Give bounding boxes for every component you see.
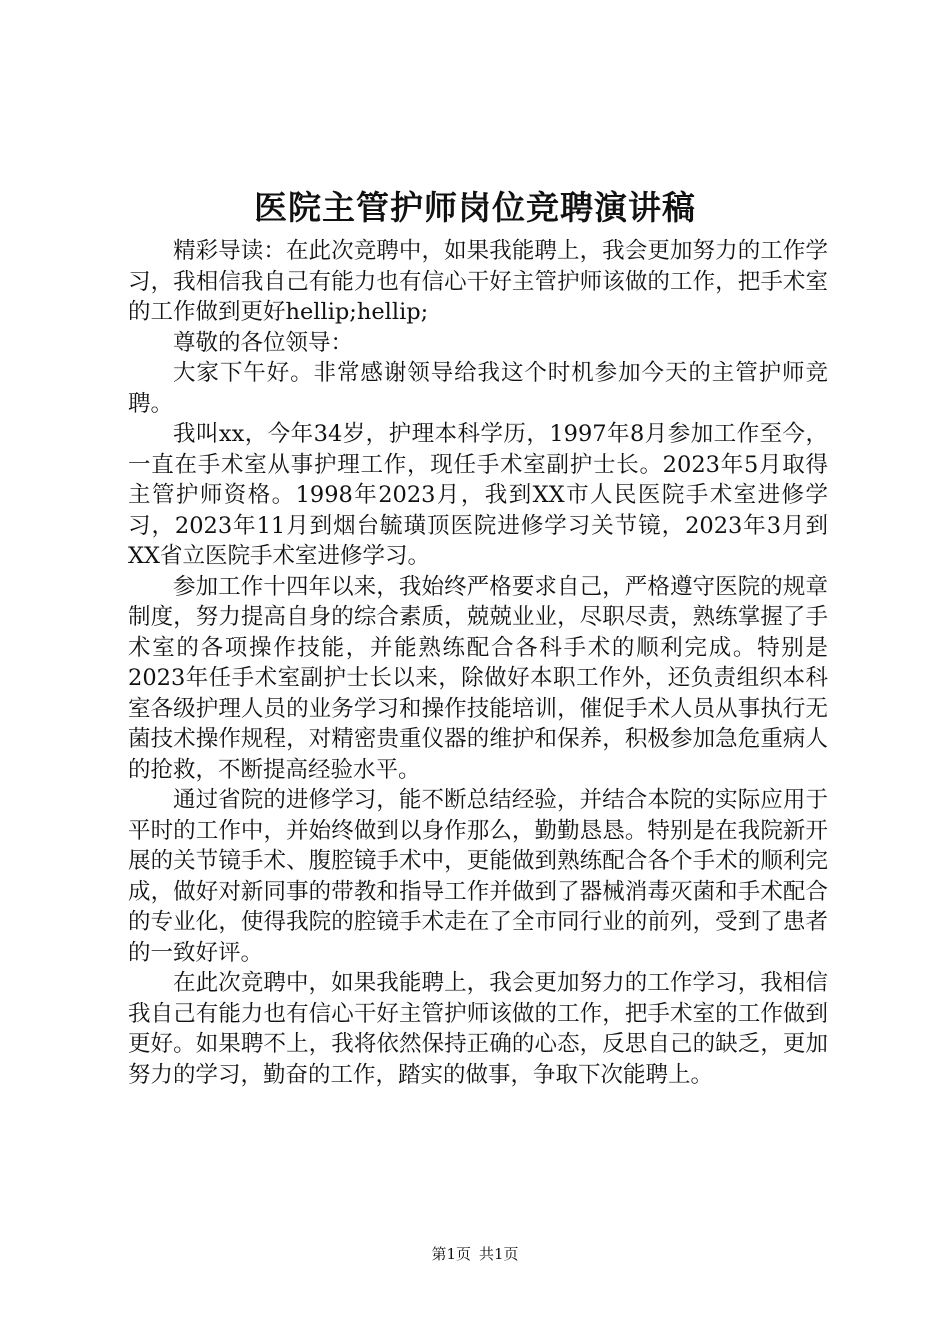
paragraph-salutation: 尊敬的各位领导：	[173, 329, 354, 356]
paragraph-self-introduction: 我叫xx，今年34岁，护理本科学历，1997年8月参加工作至今，一直在手术室从事护理工作，现任手术室副护士长。2023年5月取得主管护师资格。1998年2023月，我到XX市人民医院手术室进修学习，2023年11月到烟台毓璜顶医院进修学习关节镜，2023年3月到XX省立医院手术室进修学习。	[128, 421, 828, 569]
document-title: 医院主管护师岗位竞聘演讲稿	[254, 188, 696, 227]
paragraph-training: 通过省院的进修学习，能不断总结经验，并结合本院的实际应用于平时的工作中，并始终做到以身作那么，勤勤恳恳。特别是在我院新开展的关节镜手术、腹腔镜手术中，更能做到熟练配合各个手术的顺利完成，做好对新同事的带教和指导工作并做到了器械消毒灭菌和手术配合的专业化，使得我院的腔镜手术走在了全市同行业的前列，受到了患者的一致好评。	[128, 787, 828, 966]
paragraph-work-experience: 参加工作十四年以来，我始终严格要求自己，严格遵守医院的规章制度，努力提高自身的综合素质，兢兢业业，尽职尽责，熟练掌握了手术室的各项操作技能，并能熟练配合各科手术的顺利完成。特别是2023年任手术室副护士长以来，除做好本职工作外，还负责组织本科室各级护理人员的业务学习和操作技能培训，催促手术人员从事执行无菌技术操作规程，对精密贵重仪器的维护和保养，积极参加急危重病人的抢救，不断提高经验水平。	[128, 573, 828, 783]
page-number: 第1页	[431, 1245, 471, 1263]
page-total: 共1页	[479, 1245, 519, 1263]
page-footer	[0, 1244, 950, 1264]
paragraph-conclusion: 在此次竞聘中，如果我能聘上，我会更加努力的工作学习，我相信我自己有能力也有信心干好主管护师该做的工作，把手术室的工作做到更好。如果聘不上，我将依然保持正确的心态，反思自己的缺乏，更加努力的学习，勤奋的工作，踏实的做事，争取下次能聘上。	[128, 970, 828, 1088]
paragraph-greeting: 大家下午好。非常感谢领导给我这个时机参加今天的主管护师竞聘。	[128, 360, 828, 417]
document-body	[128, 236, 828, 1090]
paragraph-intro: 精彩导读：在此次竞聘中，如果我能聘上，我会更加努力的工作学习，我相信我自己有能力也有信心干好主管护师该做的工作，把手术室的工作做到更好hellip;hellip;	[128, 238, 828, 325]
